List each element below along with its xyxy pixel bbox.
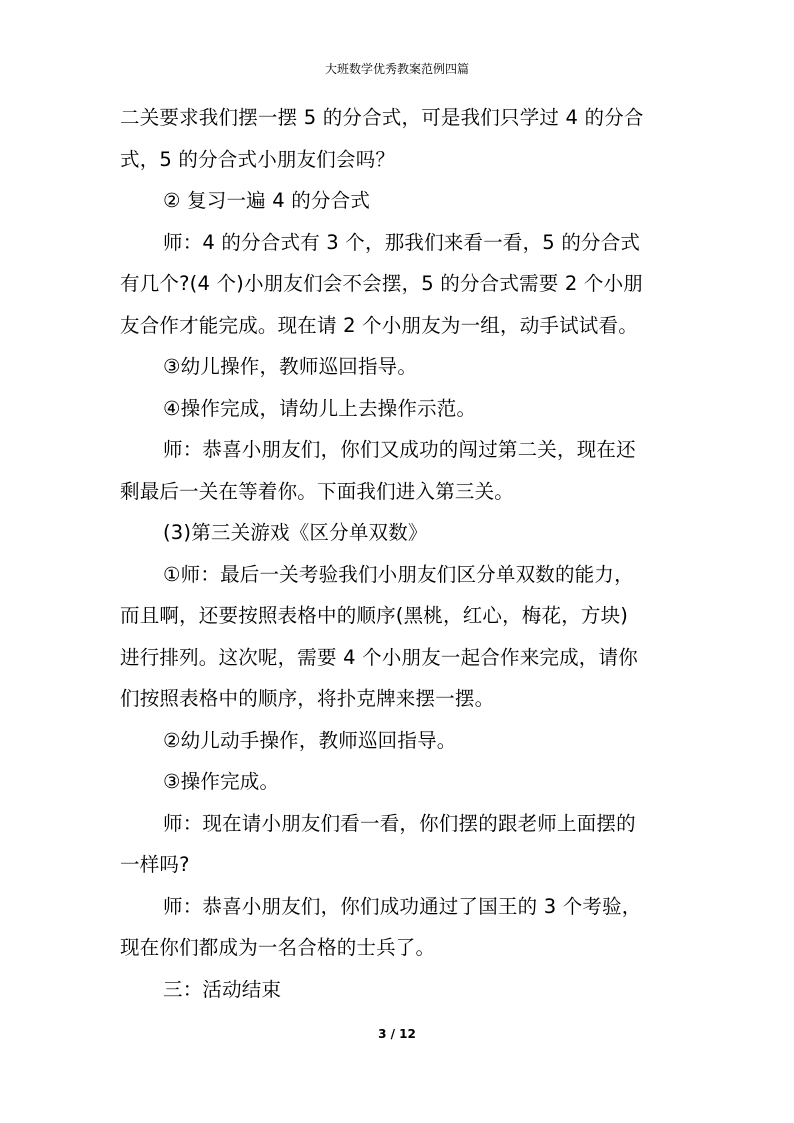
text-line: 剩最后一关在等着你。下面我们进入第三关。 (120, 479, 515, 503)
text-line: 师：恭喜小朋友们，你们成功通过了国王的 3 个考验， (163, 894, 642, 918)
text-line: 一样吗? (120, 853, 190, 876)
page-number: 3 / 12 (378, 1027, 416, 1041)
page-header-title: 大班数学优秀教案范例四篇 (324, 62, 469, 76)
body-text (120, 97, 690, 1010)
text-line: 友合作才能完成。现在请 2 个小朋友为一组，动手试试看。 (120, 313, 638, 337)
text-line: 而且啊，还要按照表格中的顺序(黑桃，红心，梅花，方块) (120, 604, 629, 627)
text-line: 师：恭喜小朋友们，你们又成功的闯过第二关，现在还 (163, 438, 636, 461)
text-line: ③幼儿操作，教师巡回指导。 (163, 355, 418, 378)
text-line: ②幼儿动手操作，教师巡回指导。 (163, 728, 457, 752)
text-line: ④操作完成，请幼儿上去操作示范。 (163, 396, 477, 420)
text-line: 师：4 的分合式有 3 个，那我们来看一看，5 的分合式 (163, 230, 641, 254)
section-heading: 三：活动结束 (163, 977, 282, 1001)
section-heading: (3)第三关游戏《区分单双数》 (163, 521, 428, 544)
text-line: 们按照表格中的顺序，将扑克牌来摆一摆。 (120, 687, 495, 710)
text-line: ③操作完成。 (163, 770, 280, 793)
text-line: ② 复习一遍 4 的分合式 (163, 189, 371, 212)
text-line: 进行排列。这次呢，需要 4 个小朋友一起合作来完成，请你 (120, 645, 638, 669)
text-line: 现在你们都成为一名合格的士兵了。 (120, 936, 436, 959)
text-line: 师：现在请小朋友们看一看，你们摆的跟老师上面摆的 (163, 811, 636, 835)
text-line: 式，5 的分合式小朋友们会吗？ (120, 147, 396, 171)
text-line: 有几个?(4 个)小朋友们会不会摆，5 的分合式需要 2 个小朋 (120, 272, 643, 295)
text-line: ①师：最后一关考验我们小朋友们区分单双数的能力， (163, 562, 634, 586)
text-line: 二关要求我们摆一摆 5 的分合式，可是我们只学过 4 的分合 (120, 106, 644, 129)
